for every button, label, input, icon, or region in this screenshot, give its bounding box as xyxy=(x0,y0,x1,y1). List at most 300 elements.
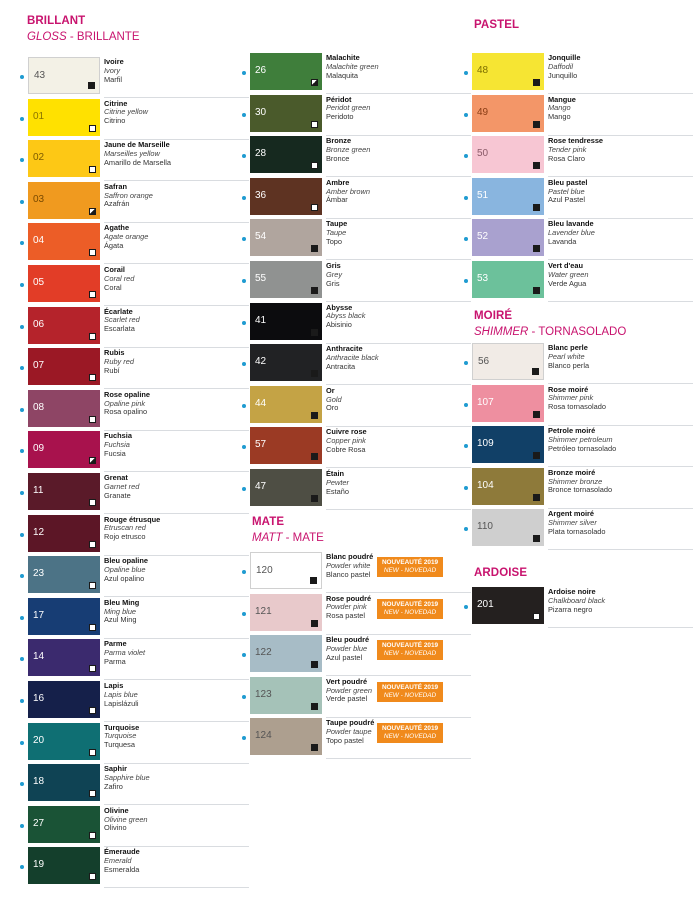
swatch-row xyxy=(464,95,694,137)
swatch-name-en: Powder white xyxy=(326,560,371,570)
swatch-name-en: Amber brown xyxy=(326,186,370,196)
bullet-dot xyxy=(242,154,246,158)
bullet-dot xyxy=(242,196,246,200)
swatch-name-es: Parma xyxy=(104,656,126,666)
bullet-dot xyxy=(20,616,24,620)
swatch-name-es: Amarillo de Marsella xyxy=(104,157,171,167)
swatch-name-fr: Bleu poudré xyxy=(326,635,370,645)
color-swatch xyxy=(250,53,322,90)
swatch-name-en: Bronze green xyxy=(326,144,371,154)
row-divider xyxy=(548,301,693,302)
swatch-name-es: Blanco pastel xyxy=(326,569,371,579)
bullet-dot xyxy=(242,321,246,325)
swatch-name-en: Peridot green xyxy=(326,103,371,113)
swatch-name-es: Azafrán xyxy=(104,199,130,209)
swatch-label xyxy=(326,54,379,80)
swatch-number: 123 xyxy=(255,688,272,700)
swatch-name-es: Gris xyxy=(326,278,340,288)
swatch-name-es: Petróleo tornasolado xyxy=(548,443,617,453)
swatch-row xyxy=(20,307,250,349)
transparent-marker-icon xyxy=(89,665,96,672)
bullet-dot xyxy=(242,653,246,657)
bullet-dot xyxy=(242,362,246,366)
bullet-dot xyxy=(464,71,468,75)
swatch-name-es: Azul Ming xyxy=(104,615,137,625)
section-subtitle-en: SHIMMER xyxy=(474,326,529,338)
swatch-name-fr: Jaune de Marseille xyxy=(104,140,170,150)
swatch-name-es: Azul Pastel xyxy=(548,195,585,205)
swatch-row xyxy=(20,99,250,141)
swatch-name-es: Esmeralda xyxy=(104,864,140,874)
bullet-dot xyxy=(20,117,24,121)
swatch-label xyxy=(326,304,365,330)
opaque-marker-icon xyxy=(533,245,540,252)
swatch-name-en: Daffodil xyxy=(548,61,574,71)
section-subtitle-brillant xyxy=(27,31,140,43)
swatch-label xyxy=(326,220,347,246)
new-badge-line2: NEW - NOVEDAD xyxy=(383,650,437,658)
section-subtitle-rest: - TORNASOLADO xyxy=(528,326,627,338)
transparent-marker-icon xyxy=(89,749,96,756)
swatch-name-es: Verde Agua xyxy=(548,278,587,288)
color-swatch xyxy=(28,556,100,593)
swatch-name-fr: Parme xyxy=(104,639,127,649)
opaque-marker-icon xyxy=(533,494,540,501)
swatch-name-en: Coral red xyxy=(104,273,135,283)
color-swatch xyxy=(472,587,544,624)
row-divider xyxy=(326,758,471,759)
swatch-label xyxy=(548,220,595,246)
opaque-marker-icon xyxy=(311,245,318,252)
swatch-name-en: Lapis blue xyxy=(104,689,138,699)
swatch-name-fr: Mangue xyxy=(548,94,576,104)
swatch-label xyxy=(104,266,134,292)
swatch-name-en: Saffron orange xyxy=(104,190,153,200)
swatch-label xyxy=(548,344,589,370)
swatch-number: 109 xyxy=(477,438,494,450)
transparent-marker-icon xyxy=(89,707,96,714)
swatch-row xyxy=(242,427,472,469)
swatch-name-fr: Vert d'eau xyxy=(548,261,584,270)
opaque-marker-icon xyxy=(532,368,539,375)
opaque-marker-icon xyxy=(311,620,318,627)
swatch-name-es: Rosa opalino xyxy=(104,407,148,417)
bullet-dot xyxy=(20,325,24,329)
swatch-name-en: Abyss black xyxy=(326,311,366,321)
bullet-dot xyxy=(20,366,24,370)
bullet-dot xyxy=(20,283,24,287)
swatch-name-fr: Turquoise xyxy=(104,722,140,732)
swatch-label xyxy=(548,96,576,122)
color-swatch xyxy=(250,677,322,714)
bullet-dot xyxy=(20,657,24,661)
bullet-dot xyxy=(20,574,24,578)
swatch-name-fr: Rubis xyxy=(104,348,125,358)
color-swatch xyxy=(472,178,544,215)
color-swatch xyxy=(28,348,100,385)
swatch-label xyxy=(104,58,124,84)
opaque-marker-icon xyxy=(310,577,317,584)
swatch-number: 107 xyxy=(477,396,494,408)
swatch-label xyxy=(326,345,379,371)
color-swatch xyxy=(28,681,100,718)
swatch-name-fr: Abysse xyxy=(326,302,353,312)
swatch-name-en: Fuchsia xyxy=(104,440,130,450)
swatch-number: 41 xyxy=(255,314,267,326)
color-swatch xyxy=(250,219,322,256)
swatch-name-en: Anthracite black xyxy=(326,352,379,362)
color-swatch xyxy=(472,509,544,546)
swatch-name-es: Blanco perla xyxy=(548,360,590,370)
color-swatch xyxy=(250,136,322,173)
swatch-label xyxy=(326,595,371,621)
swatch-name-fr: Corail xyxy=(104,265,125,274)
swatch-name-fr: Citrine xyxy=(104,98,128,108)
color-swatch xyxy=(472,261,544,298)
swatch-name-es: Escarlata xyxy=(104,324,135,334)
swatch-number: 110 xyxy=(477,521,493,533)
color-swatch xyxy=(28,390,100,427)
section-title-ardoise: ARDOISE xyxy=(474,567,528,579)
color-swatch xyxy=(28,639,100,676)
swatch-name-en: Pearl white xyxy=(548,351,585,361)
new-badge xyxy=(377,599,443,619)
swatch-name-fr: Saphir xyxy=(104,764,127,774)
swatch-number: 12 xyxy=(33,526,45,538)
section-subtitle-moire xyxy=(474,326,626,338)
bullet-dot xyxy=(242,404,246,408)
color-swatch xyxy=(28,723,100,760)
swatch-name-en: Parma violet xyxy=(104,648,146,658)
swatch-name-en: Pewter xyxy=(326,477,350,487)
swatch-label xyxy=(104,848,140,874)
swatch-number: 42 xyxy=(255,356,267,368)
row-divider xyxy=(548,627,693,628)
section-title-moire: MOIRÉ xyxy=(474,310,513,322)
swatch-row xyxy=(242,594,472,636)
bullet-dot xyxy=(20,824,24,828)
swatch-name-en: Powder taupe xyxy=(326,727,372,737)
bullet-dot xyxy=(464,486,468,490)
transparent-marker-icon xyxy=(89,166,96,173)
swatch-name-es: Rosa Claro xyxy=(548,153,585,163)
swatch-number: 05 xyxy=(33,277,45,288)
swatch-number: 27 xyxy=(33,817,45,829)
swatch-number: 201 xyxy=(477,599,494,610)
swatch-number: 19 xyxy=(33,859,45,871)
row-divider xyxy=(104,887,249,888)
color-swatch xyxy=(28,764,100,801)
color-swatch xyxy=(250,344,322,381)
swatch-row xyxy=(20,515,250,557)
color-swatch xyxy=(250,635,322,672)
swatch-number: 01 xyxy=(33,110,45,122)
swatch-label xyxy=(104,640,145,666)
swatch-label xyxy=(326,553,373,579)
semi-marker-icon xyxy=(89,457,96,464)
section-title-brillant: BRILLANT xyxy=(27,15,86,27)
swatch-row xyxy=(20,723,250,765)
swatch-row xyxy=(20,182,250,224)
swatch-label xyxy=(104,599,139,625)
swatch-name-en: Grey xyxy=(326,269,343,279)
swatch-label xyxy=(104,724,139,750)
transparent-marker-icon xyxy=(89,249,96,256)
new-badge-line1: NOUVEAUTÉ 2019 xyxy=(381,725,439,733)
swatch-number: 122 xyxy=(255,647,272,659)
swatch-name-es: Rubí xyxy=(104,365,120,375)
swatch-name-en: Ming blue xyxy=(104,606,137,616)
bullet-dot xyxy=(464,605,468,609)
swatch-name-en: Lavender blue xyxy=(548,228,595,238)
swatch-label xyxy=(326,262,342,288)
swatch-name-en: Shimmer petroleum xyxy=(548,434,613,444)
swatch-number: 20 xyxy=(33,734,45,746)
swatch-name-en: Chalkboard black xyxy=(548,595,606,605)
color-swatch xyxy=(472,468,544,505)
swatch-row xyxy=(242,53,472,95)
bullet-dot xyxy=(242,487,246,491)
swatch-name-es: Coral xyxy=(104,282,122,292)
bullet-dot xyxy=(464,113,468,117)
swatch-name-es: Rosa tornasolado xyxy=(548,402,606,412)
swatch-name-en: Etruscan red xyxy=(104,523,146,533)
swatch-name-es: Zafiro xyxy=(104,781,123,791)
transparent-marker-icon xyxy=(311,121,318,128)
swatch-label xyxy=(548,427,616,453)
swatch-label xyxy=(326,470,349,496)
swatch-name-fr: Petrole moiré xyxy=(548,426,596,436)
swatch-label xyxy=(104,557,148,583)
swatch-name-en: Shimmer silver xyxy=(548,518,597,528)
swatch-name-en: Copper pink xyxy=(326,436,366,446)
swatch-label xyxy=(548,262,589,288)
swatch-name-es: Plata tornasolado xyxy=(548,526,606,536)
swatch-label xyxy=(104,224,148,250)
bullet-dot xyxy=(242,71,246,75)
swatch-row xyxy=(20,223,250,265)
color-swatch xyxy=(472,53,544,90)
color-swatch xyxy=(28,182,100,219)
swatch-row xyxy=(20,639,250,681)
swatch-name-es: Rosa pastel xyxy=(326,611,366,621)
swatch-name-es: Pizarra negro xyxy=(548,604,593,614)
swatch-number: 26 xyxy=(255,65,267,76)
swatch-name-es: Olivino xyxy=(104,823,127,833)
swatch-name-fr: Écarlate xyxy=(104,306,133,316)
swatch-number: 07 xyxy=(33,360,45,372)
bullet-dot xyxy=(20,782,24,786)
swatch-name-fr: Ardoise noire xyxy=(548,587,596,596)
swatch-row xyxy=(20,431,250,473)
swatch-number: 53 xyxy=(477,273,489,284)
swatch-name-es: Antracita xyxy=(326,361,356,371)
swatch-name-es: Estaño xyxy=(326,486,350,496)
bullet-dot xyxy=(20,449,24,453)
swatch-name-en: Agate orange xyxy=(104,232,149,242)
new-badge-line1: NOUVEAUTÉ 2019 xyxy=(381,642,439,650)
bullet-dot xyxy=(20,741,24,745)
swatch-row xyxy=(464,509,694,551)
swatch-label xyxy=(326,428,367,454)
new-badge xyxy=(377,682,443,702)
swatch-row xyxy=(242,136,472,178)
swatch-name-fr: Bleu opaline xyxy=(104,556,148,566)
bullet-dot xyxy=(464,196,468,200)
color-swatch xyxy=(28,431,100,468)
swatch-name-en: Olivine green xyxy=(104,814,148,824)
swatch-row xyxy=(20,265,250,307)
swatch-name-en: Gold xyxy=(326,394,342,404)
swatch-name-en: Powder blue xyxy=(326,643,368,653)
swatch-number: 09 xyxy=(33,443,45,455)
swatch-row xyxy=(242,677,472,719)
bullet-dot xyxy=(464,361,468,365)
swatch-row xyxy=(464,587,694,629)
new-badge-line2: NEW - NOVEDAD xyxy=(383,608,437,616)
bullet-dot xyxy=(242,736,246,740)
transparent-marker-icon xyxy=(89,416,96,423)
swatch-row xyxy=(242,469,472,511)
color-swatch xyxy=(28,473,100,510)
swatch-name-en: Citrine yellow xyxy=(104,107,148,117)
swatch-name-en: Opaline pink xyxy=(104,398,146,408)
swatch-number: 120 xyxy=(256,565,273,576)
swatch-name-en: Tender pink xyxy=(548,144,587,154)
swatch-name-fr: Safran xyxy=(104,181,128,191)
swatch-name-es: Turquesa xyxy=(104,740,135,750)
color-swatch xyxy=(250,95,322,132)
section-title-mate: MATE xyxy=(252,516,285,528)
color-swatch xyxy=(28,847,100,884)
color-swatch xyxy=(250,469,322,506)
swatch-name-fr: Lapis xyxy=(104,681,124,690)
swatch-row xyxy=(20,806,250,848)
swatch-name-fr: Rose opaline xyxy=(104,389,150,399)
opaque-marker-icon xyxy=(88,82,95,89)
bullet-dot xyxy=(20,408,24,412)
swatch-number: 11 xyxy=(33,485,44,496)
bullet-dot xyxy=(20,75,24,79)
swatch-name-es: Malaquita xyxy=(326,70,359,80)
swatch-name-fr: Ivoire xyxy=(104,57,124,66)
swatch-label xyxy=(104,807,148,833)
color-swatch xyxy=(28,99,100,136)
swatch-name-fr: Blanc perle xyxy=(548,343,588,352)
swatch-row xyxy=(464,136,694,178)
swatch-row xyxy=(242,552,472,594)
swatch-row xyxy=(464,178,694,220)
opaque-marker-icon xyxy=(311,287,318,294)
swatch-name-fr: Péridot xyxy=(326,94,352,104)
swatch-row xyxy=(242,303,472,345)
transparent-marker-icon xyxy=(89,374,96,381)
new-badge-line1: NOUVEAUTÉ 2019 xyxy=(381,559,439,566)
swatch-label xyxy=(548,137,603,163)
swatch-name-es: Bronce xyxy=(326,153,350,163)
swatch-name-en: Powder green xyxy=(326,685,373,695)
swatch-label xyxy=(104,682,139,708)
bullet-dot xyxy=(242,612,246,616)
swatch-name-es: Bronce tornasolado xyxy=(548,485,613,495)
opaque-marker-icon xyxy=(533,162,540,169)
swatch-label xyxy=(104,432,132,458)
swatch-name-fr: Rose poudré xyxy=(326,593,372,603)
new-badge-line1: NOUVEAUTÉ 2019 xyxy=(381,600,439,608)
swatch-name-en: Marseilles yellow xyxy=(104,148,160,158)
swatch-name-fr: Bleu Ming xyxy=(104,597,140,607)
bullet-dot xyxy=(242,113,246,117)
opaque-marker-icon xyxy=(311,370,318,377)
swatch-number: 49 xyxy=(477,106,489,118)
swatch-name-es: Topo pastel xyxy=(326,735,364,745)
new-badge-line1: NOUVEAUTÉ 2019 xyxy=(381,683,439,691)
row-divider xyxy=(548,549,693,550)
swatch-row xyxy=(464,343,694,385)
swatch-row xyxy=(20,847,250,889)
swatch-name-en: Malachite green xyxy=(326,61,379,71)
opaque-marker-icon xyxy=(533,121,540,128)
swatch-row xyxy=(20,57,250,99)
opaque-marker-icon xyxy=(311,495,318,502)
transparent-marker-icon xyxy=(89,790,96,797)
row-divider xyxy=(326,509,471,510)
swatch-label xyxy=(104,765,150,791)
color-swatch xyxy=(250,178,322,215)
bullet-dot xyxy=(464,403,468,407)
swatch-number: 54 xyxy=(255,231,267,243)
swatch-row xyxy=(464,53,694,95)
swatch-label xyxy=(326,96,370,122)
color-swatch xyxy=(472,136,544,173)
swatch-name-fr: Bleu pastel xyxy=(548,177,588,187)
color-swatch xyxy=(28,806,100,843)
swatch-name-es: Mango xyxy=(548,112,571,122)
swatch-number: 48 xyxy=(477,65,489,76)
swatch-number: 50 xyxy=(477,148,489,160)
bullet-dot xyxy=(464,279,468,283)
color-swatch xyxy=(472,343,544,380)
swatch-name-fr: Or xyxy=(326,385,335,395)
swatch-label xyxy=(548,469,612,495)
swatch-name-fr: Anthracite xyxy=(326,344,363,354)
swatch-number: 121 xyxy=(255,605,272,617)
transparent-marker-icon xyxy=(89,333,96,340)
color-swatch xyxy=(28,598,100,635)
swatch-name-fr: Taupe poudré xyxy=(326,718,375,728)
color-swatch xyxy=(28,265,100,302)
bullet-dot xyxy=(464,527,468,531)
swatch-number: 17 xyxy=(33,609,45,621)
swatch-row xyxy=(20,390,250,432)
swatch-number: 55 xyxy=(255,273,267,284)
transparent-marker-icon xyxy=(533,613,540,620)
swatch-name-en: Taupe xyxy=(326,228,347,238)
swatch-number: 18 xyxy=(33,776,45,788)
swatch-label xyxy=(326,137,370,163)
swatch-number: 04 xyxy=(33,235,45,247)
swatch-name-en: Shimmer pink xyxy=(548,393,594,403)
color-swatch xyxy=(472,385,544,422)
swatch-name-en: Garnet red xyxy=(104,481,140,491)
color-swatch xyxy=(472,426,544,463)
swatch-row xyxy=(464,426,694,468)
swatch-name-fr: Rouge étrusque xyxy=(104,514,161,524)
swatch-name-en: Powder pink xyxy=(326,602,367,612)
swatch-name-es: Ámbar xyxy=(326,195,348,205)
opaque-marker-icon xyxy=(533,535,540,542)
swatch-label xyxy=(326,179,370,205)
